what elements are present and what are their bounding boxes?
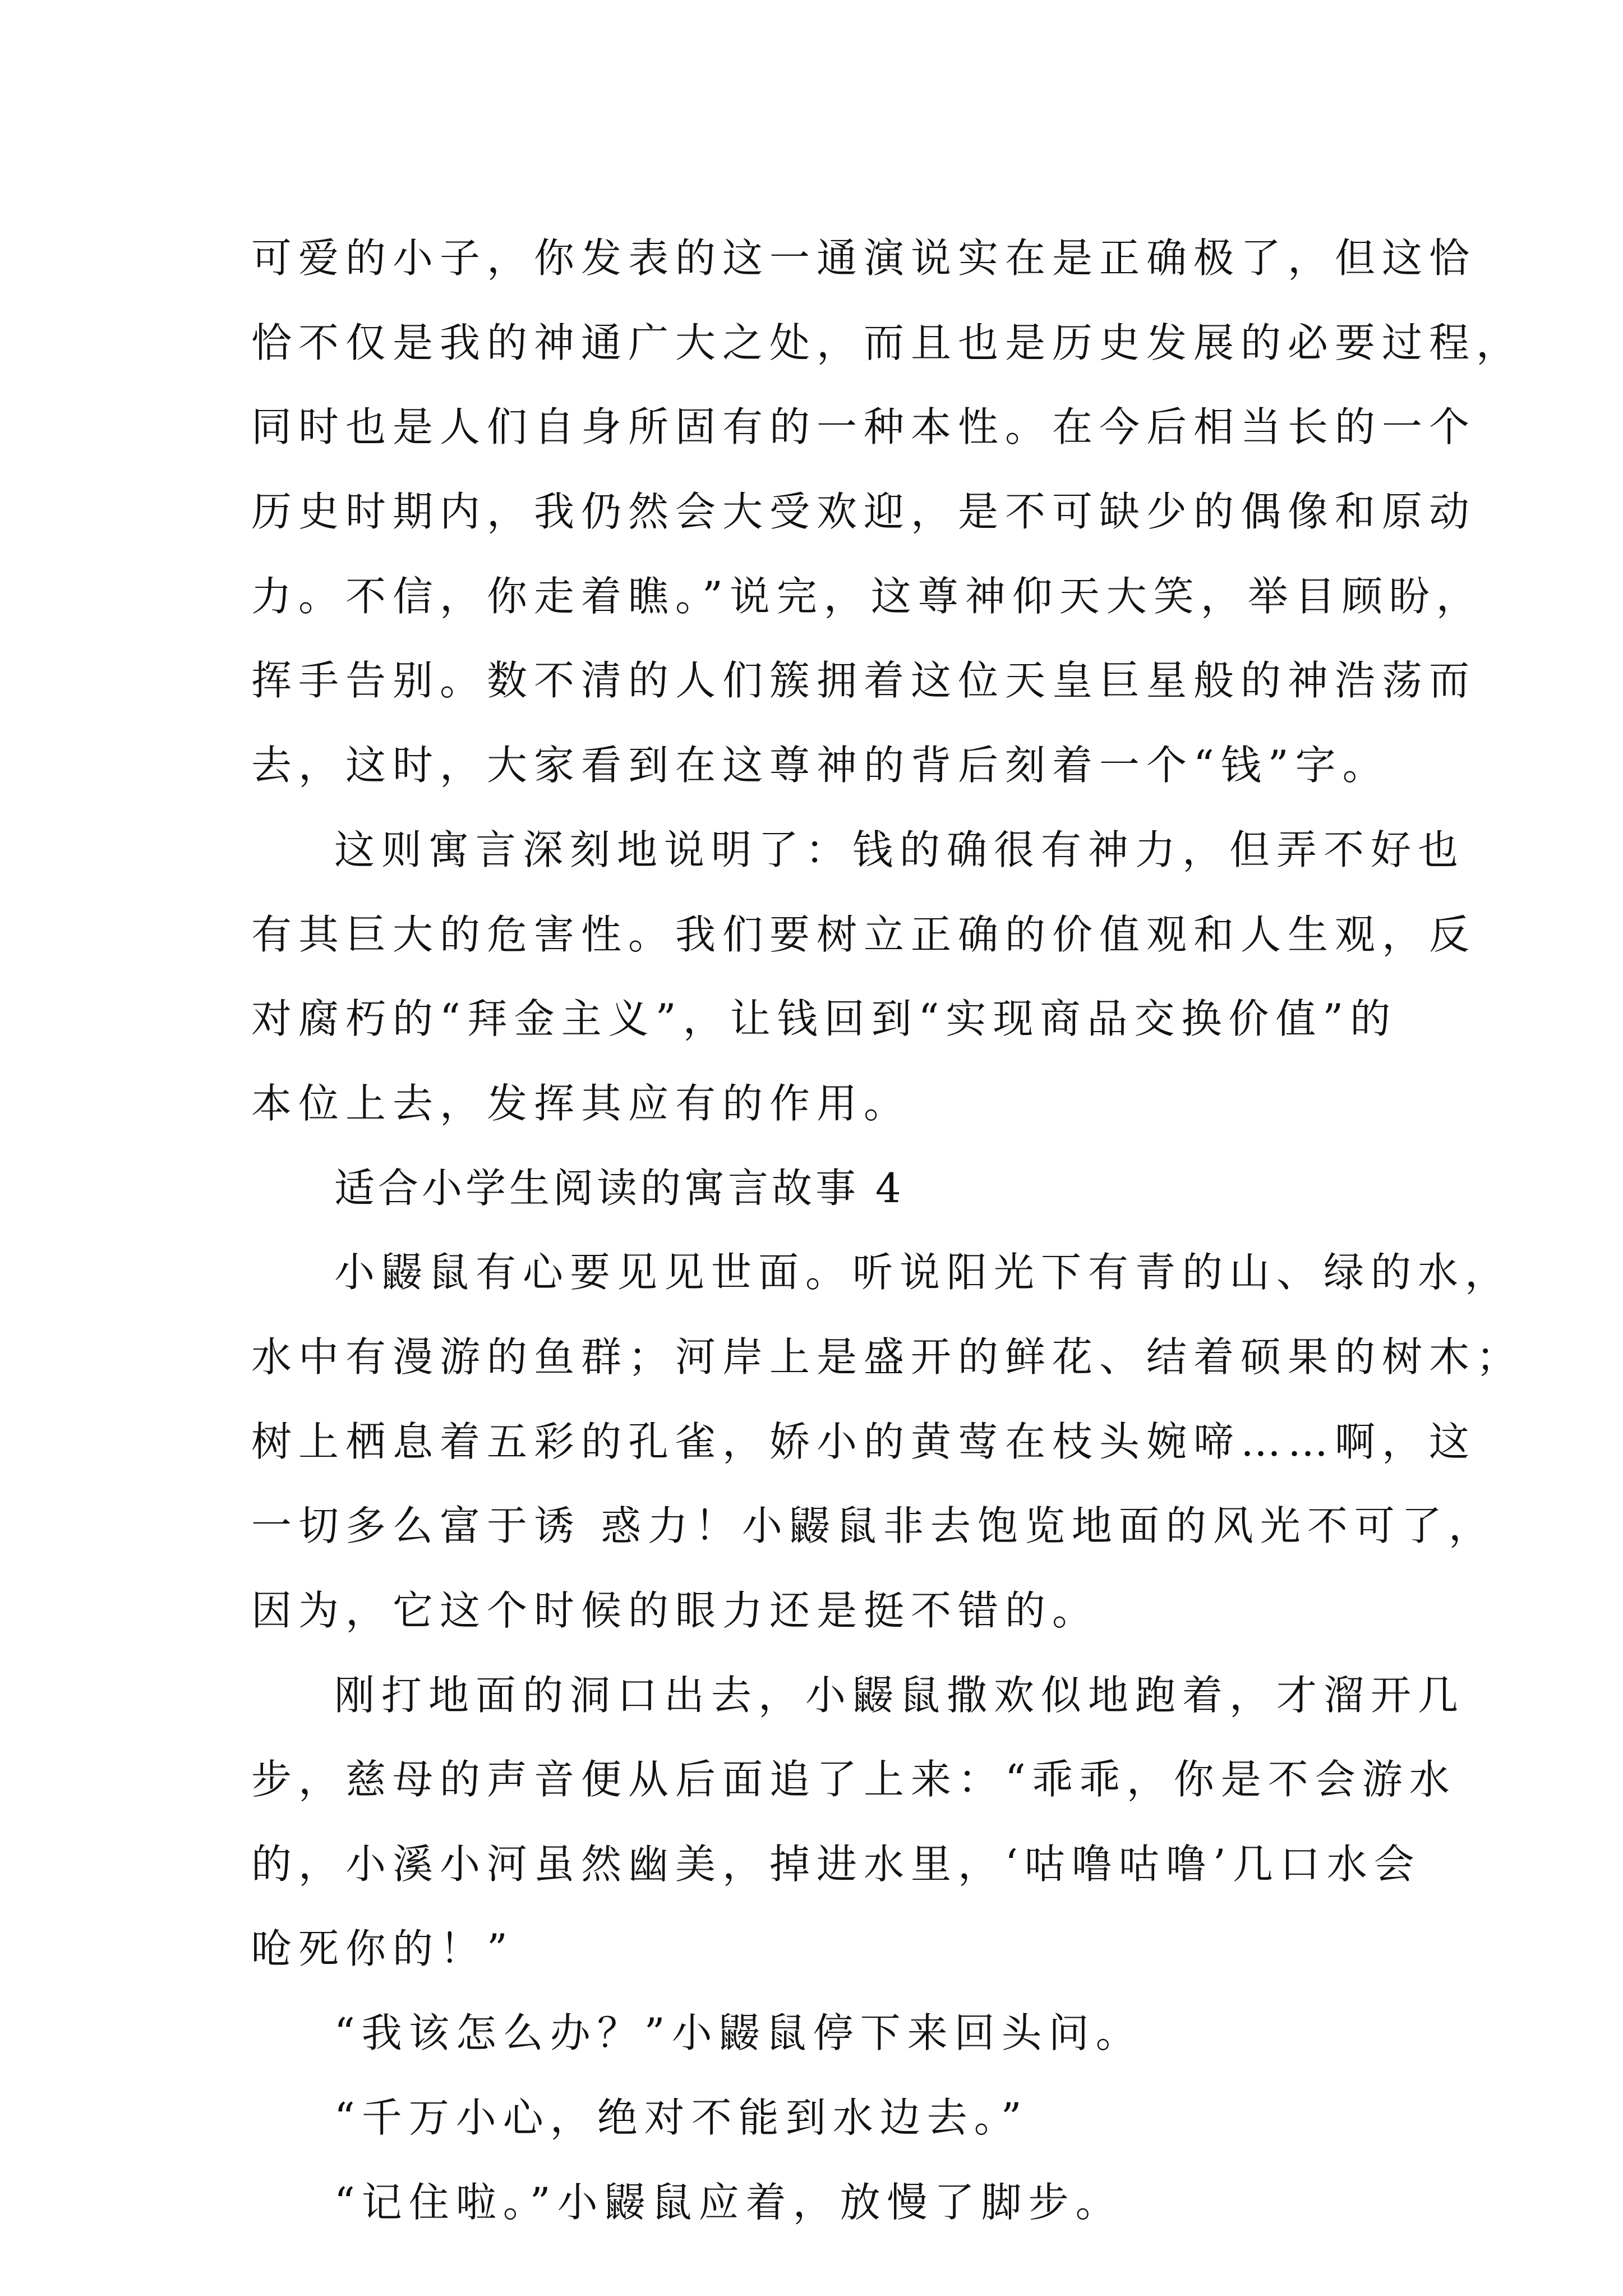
text-line: 可爱的小子，你发表的这一通演说实在是正确极了，但这恰: [251, 234, 1477, 282]
text-line: 有其巨大的危害性。我们要树立正确的价值观和人生观，反: [251, 910, 1477, 958]
paragraph-first-line: 这则寓言深刻地说明了：钱的确很有神力，但弄不好也: [334, 826, 1465, 873]
text-line: 因为，它这个时候的眼力还是挺不错的。: [251, 1587, 1100, 1634]
dialogue-line: “记住啦。”小鼹鼠应着，放慢了脚步。: [334, 2178, 1123, 2226]
dialogue-line: “我该怎么办？”小鼹鼠停下来回头问。: [334, 2009, 1143, 2057]
text-line: 恰不仅是我的神通广大之处，而且也是历史发展的必要过程，: [251, 319, 1524, 366]
text-line: 挥手告别。数不清的人们簇拥着这位天皇巨星般的神浩荡而: [251, 657, 1477, 705]
text-line: 力。不信，你走着瞧。”说完，这尊神仰天大笑，举目顾盼，: [251, 572, 1483, 620]
text-line: 一切多么富于诱 惑力！小鼹鼠非去饱览地面的风光不可了，: [251, 1502, 1496, 1550]
paragraph-first-line: 刚打地面的洞口出去，小鼹鼠撒欢似地跑着，才溜开几: [334, 1671, 1465, 1719]
text-line: 树上栖息着五彩的孔雀，娇小的黄莺在枝头婉啼……啊，这: [251, 1418, 1477, 1465]
paragraph-first-line: 小鼹鼠有心要见见世面。听说阳光下有青的山、绿的水，: [334, 1249, 1513, 1296]
document-body: [251, 216, 1524, 2245]
text-line: 本位上去，发挥其应有的作用。: [251, 1079, 911, 1127]
section-heading: 适合小学生阅读的寓言故事 4: [334, 1164, 905, 1212]
text-line: 历史时期内，我仍然会大受欢迎，是不可缺少的偶像和原动: [251, 488, 1477, 536]
text-line: 对腐朽的“拜金主义”，让钱回到“实现商品交换价值”的: [251, 995, 1398, 1043]
text-line: 同时也是人们自身所固有的一种本性。在今后相当长的一个: [251, 403, 1477, 451]
text-line: 呛死你的！”: [251, 1925, 514, 1972]
text-line: 步，慈母的声音便从后面追了上来：“乖乖，你是不会游水: [251, 1756, 1456, 1803]
text-line: 的，小溪小河虽然幽美，掉进水里，‘咕噜咕噜’几口水会: [251, 1841, 1421, 1888]
text-line: 水中有漫游的鱼群；河岸上是盛开的鲜花、结着硕果的树木；: [251, 1333, 1524, 1381]
text-line: 去，这时，大家看到在这尊神的背后刻着一个“钱”字。: [251, 742, 1390, 789]
dialogue-line: “千万小心，绝对不能到水边去。”: [334, 2094, 1029, 2142]
